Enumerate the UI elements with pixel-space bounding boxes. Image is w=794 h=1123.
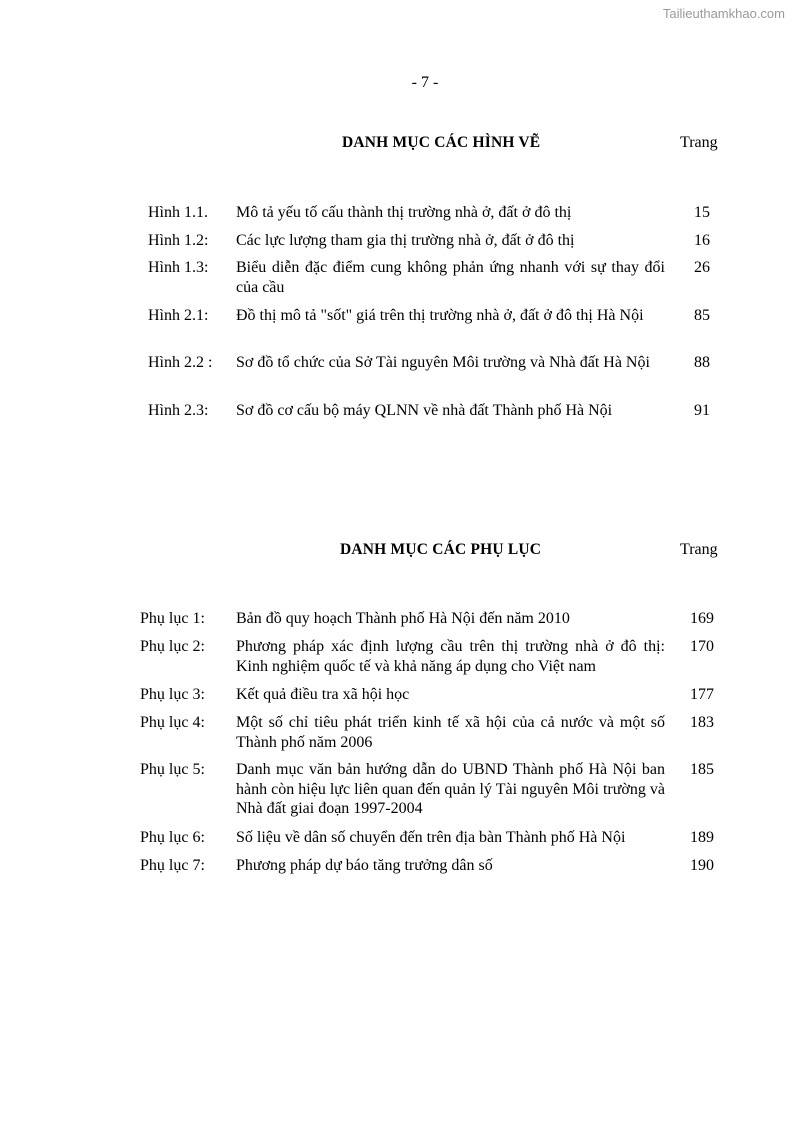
appendix-label: Phụ lục 6: xyxy=(140,829,205,846)
appendix-label: Phụ lục 5: xyxy=(140,761,205,778)
appendix-label: Phụ lục 2: xyxy=(140,638,205,655)
figure-page: 15 xyxy=(694,204,710,221)
figure-page: 91 xyxy=(694,402,710,419)
appendix-page: 183 xyxy=(690,714,714,731)
appendix-entry-7 xyxy=(0,856,794,916)
appendix-label: Phụ lục 1: xyxy=(140,610,205,627)
figure-caption: Các lực lượng tham gia thị trường nhà ở, đất ở đô thị xyxy=(236,232,575,249)
figure-label: Hình 1.1. xyxy=(148,204,208,221)
figure-label: Hình 2.2 : xyxy=(148,354,213,371)
figure-caption: Mô tả yếu tố cấu thành thị trường nhà ở, đất ở đô thị xyxy=(236,204,572,221)
appendix-caption: Số liệu về dân số chuyển đến trên địa bàn Thành phố Hà Nội xyxy=(236,829,626,846)
watermark: Tailieuthamkhao.com xyxy=(662,6,785,21)
figure-label: Hình 1.2: xyxy=(148,232,209,249)
appendix-label: Phụ lục 7: xyxy=(140,857,205,874)
appendices-title: DANH MỤC CÁC PHỤ LỤC xyxy=(340,541,542,558)
appendix-label: Phụ lục 3: xyxy=(140,686,205,703)
figure-label: Hình 1.3: xyxy=(148,259,209,276)
appendix-caption: Kết quả điều tra xã hội học xyxy=(236,686,410,703)
figure-entry-2-3 xyxy=(0,401,794,461)
figures-title: DANH MỤC CÁC HÌNH VẼ xyxy=(342,134,541,151)
page-number: - 7 - xyxy=(411,74,439,91)
figure-caption: Sơ đồ cơ cấu bộ máy QLNN về nhà đất Thành phố Hà Nội xyxy=(236,402,613,419)
appendix-page: 169 xyxy=(690,610,714,627)
figure-label: Hình 2.1: xyxy=(148,307,209,324)
figure-page: 26 xyxy=(694,259,710,276)
appendix-entry-5 xyxy=(0,760,794,830)
appendix-page: 190 xyxy=(690,857,714,874)
figure-caption: Sơ đồ tổ chức của Sở Tài nguyên Môi trường và Nhà đất Hà Nội xyxy=(236,354,650,371)
appendix-page: 189 xyxy=(690,829,714,846)
figure-caption: Biểu diễn đặc điểm cung không phản ứng nhanh với sự thay đổi của cầu xyxy=(236,259,665,296)
appendix-page: 185 xyxy=(690,761,714,778)
figure-page: 16 xyxy=(694,232,710,249)
figure-label: Hình 2.3: xyxy=(148,402,209,419)
appendix-label: Phụ lục 4: xyxy=(140,714,205,731)
appendix-caption: Danh mục văn bản hướng dẫn do UBND Thành phố Hà Nội ban hành còn hiệu lực liên quan đến quản lý Tài nguyên Môi trường và Nhà đất giai đoạn 1997-2004 xyxy=(236,761,665,817)
appendix-caption: Phương pháp dự báo tăng trưởng dân số xyxy=(236,857,493,874)
figure-caption: Đồ thị mô tả "sốt" giá trên thị trường nhà ở, đất ở đô thị Hà Nội xyxy=(236,307,644,324)
appendix-caption: Một số chỉ tiêu phát triển kinh tế xã hội của cả nước và một số Thành phố năm 2006 xyxy=(236,714,665,751)
appendix-page: 177 xyxy=(690,686,714,703)
figure-page: 88 xyxy=(694,354,710,371)
figures-page-header: Trang xyxy=(680,134,718,151)
appendix-caption: Phương pháp xác định lượng cầu trên thị trường nhà ở đô thị: Kinh nghiệm quốc tế và khả năng áp dụng cho Việt nam xyxy=(236,638,665,675)
appendices-page-header: Trang xyxy=(680,541,718,558)
appendix-page: 170 xyxy=(690,638,714,655)
figure-page: 85 xyxy=(694,307,710,324)
appendix-caption: Bản đồ quy hoạch Thành phố Hà Nội đến năm 2010 xyxy=(236,610,570,627)
